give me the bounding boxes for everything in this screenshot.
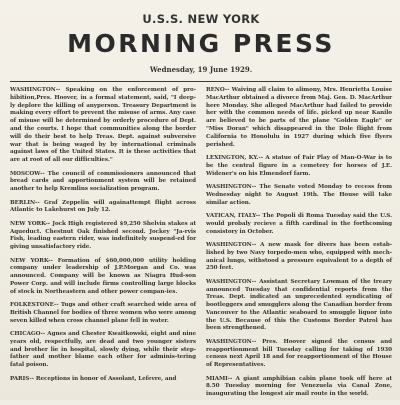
news-item xyxy=(206,87,392,149)
dateline: Wednesday, 19 June 1929. xyxy=(149,65,253,74)
news-item-text: A giant amphibian cabin plane took off here at 8.50 Tuesday morning for Venezuela via Canal Zone, inaugurating the longest air mail route in the world. xyxy=(206,375,392,398)
news-item-text: Speaking on the enforcement of pro-hibition,Pres. Hoover, in a formal statement, said, "I deep-ly deplore the killing of anyperson. Treasury Department is making every effort to prevent the misuse of arms. Any case of misuse will be determined by orderly procedure of Dept. and the courts. I hope that communities along the border will do their best to help Treas. Dept. against subversive war that is being waged by by international criminals against laws of the United States. It is these activities that are at root of all our difficulties." xyxy=(10,87,196,164)
masthead-rule xyxy=(10,81,392,82)
news-item xyxy=(206,242,392,273)
news-item xyxy=(10,331,196,370)
news-item xyxy=(206,376,392,399)
news-item xyxy=(10,200,196,216)
news-item-text: Jock High registered $9,250 Shelvin stakes at Aqueduct. Chestnut Oak finished second. Jockey "Ja-rvis Fish, leading eastern rider, was indefinitely suspend-ed for giving unsatisfactory ride. xyxy=(10,220,197,251)
news-item-dateline: WASHINGTON-- xyxy=(10,87,61,93)
news-item-text: Tugs and other craft searched wide area of British Channel for bodies of three women who were among seven killed when cross channel plane fell in water. xyxy=(10,302,196,324)
news-item-text: Graf Zeppelin will againattempt flight across Atlantic to Lakehurst on July 12. xyxy=(10,199,196,214)
news-item xyxy=(10,302,196,325)
news-item-text: The council of commissioners announced that bread cards and apportionment system will be retained another to help Kremlins socialization program. xyxy=(10,170,196,193)
news-item xyxy=(10,87,196,165)
newspaper-title: MORNING PRESS xyxy=(67,29,335,58)
news-item-text: A new mask for divers has been estab-lished by two Navy torpedo-men who, equipped with mech-anical lungs, withstood a pressure equivalent to a depth of 250 feet. xyxy=(206,241,392,272)
news-item-text: A statue of Fair Play of Man-O-War is to be the central figure in a cemetery for horses of J.E. Widener's on his Elmendorf farm. xyxy=(206,154,392,177)
news-item-dateline: NEW YORK-- xyxy=(10,220,51,227)
news-columns xyxy=(10,87,392,405)
news-item-dateline: PARIS-- xyxy=(10,375,34,382)
news-item-text: Formation of $60,000,000 utility holding company under leadership of J.P.Morgan and Co. was announced. Company will be known as Niagra Hud-son Power Corp. and will include firms controlling large blocks of stock in Northeastern and other power compan-ies. xyxy=(10,257,196,295)
right-column xyxy=(206,87,392,405)
news-item xyxy=(10,221,196,252)
news-item-dateline: WASHINGTON-- xyxy=(206,183,257,190)
ship-name: U.S.S. NEW YORK xyxy=(142,12,260,26)
masthead xyxy=(10,12,392,74)
news-item-text: Assistant Secretary Lowman of the treary announced Tuesday that confidential reports from the Treas. Dept. indicated an unprecedented syndicating of bootleggers and smugglers along the Canadian border from Vancouver to the Atlantic seaboard to smuggle liquor into the U.S. Because of this the Customs Border Patrol has been strengthened. xyxy=(206,278,392,332)
news-item-dateline: MIAMI-- xyxy=(206,375,233,382)
news-item-dateline: NEW YORK-- xyxy=(10,257,53,264)
news-item-text: Pres. Hoover signed the census and reapportionment bill Tuesday calling for taking of 1930 census next April 18 and for reapportionment of the House of Representatives. xyxy=(206,338,392,369)
news-item-dateline: BERLIN-- xyxy=(10,199,40,206)
news-item-text: The Popoli di Roma Tuesday said the U.S. would probaly recieve a fifth cardinal in the forthcoming consistory in October. xyxy=(206,212,392,235)
news-item-text: The Senate voted Monday to recess from Wednesday night to August 19th. The House will take similar action. xyxy=(206,183,392,206)
news-item-text: Receptions in honor of Assolant, Lefevre, and xyxy=(35,375,177,382)
news-item-dateline: VATICAN, ITALY-- xyxy=(206,212,261,219)
news-item-text: Agnes and Chester Kwaitkowski, eight and nine years old, respectfully, are dead and two younger sisters and brother lie in hospital, slowly dying, while their step-father and mother blame each other for adminis-tering fatal poison. xyxy=(10,331,196,369)
news-item-dateline: FOLKESTONE-- xyxy=(10,302,59,309)
left-column xyxy=(10,87,196,405)
news-item xyxy=(206,155,392,178)
news-item-dateline: WASHINGTON-- xyxy=(206,278,257,285)
news-item xyxy=(206,279,392,334)
news-item xyxy=(10,171,196,194)
news-item xyxy=(206,339,392,370)
news-item xyxy=(10,258,196,297)
news-item-text: Waiving all claim to alimony, Mrs. Henrietta Louise MacArthur obtained a divorce from Maj. Gen. D. MacArthur here Monday. She alleged MacArthur had failed to provide her with the common needs of life. picked up near Kanilo are believed to be parts of the plane "Golden Eagle" or "Miss Doran" which disappeared in the Dole flight from California to Honolulu in 1927 during which five flyers perished. xyxy=(206,87,392,148)
news-item-dateline: LEXINGTON, KY.-- xyxy=(206,154,264,161)
news-item-dateline: MOSCOW-- xyxy=(10,170,45,177)
news-item-dateline: WASHINGTON-- xyxy=(206,241,257,248)
news-item-dateline: WASHINGTON-- xyxy=(206,338,257,345)
news-item-dateline: RENO-- xyxy=(206,87,230,93)
news-item xyxy=(206,184,392,207)
news-item xyxy=(206,213,392,236)
news-item xyxy=(10,376,196,384)
news-item-dateline: CHICAGO-- xyxy=(10,331,46,338)
